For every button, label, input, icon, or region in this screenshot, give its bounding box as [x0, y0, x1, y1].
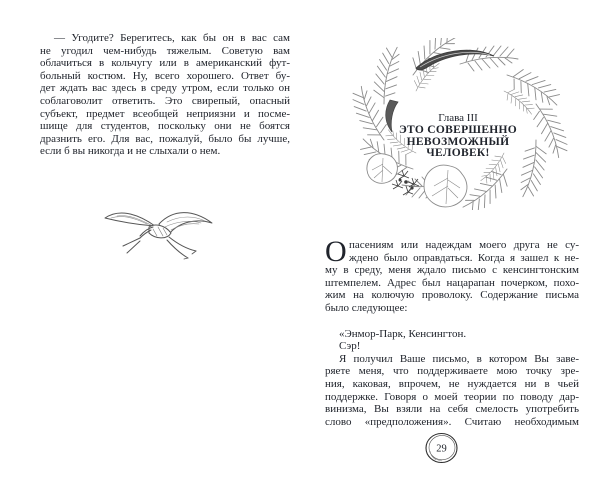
- text-line: субъект, предмет всеобщей неприязни и посме-: [40, 107, 290, 120]
- left-page-paragraph: [40, 32, 290, 158]
- text-line: Я получил Ваше письмо, в котором Вы заве-: [339, 352, 579, 365]
- dropcap-letter: О: [325, 235, 347, 268]
- pterodactyl-icon: [101, 196, 215, 262]
- text-line: ния, каковая, впрочем, не нуждается ни в чьей: [325, 377, 579, 390]
- chapter-number: Глава III: [438, 112, 478, 124]
- text-line: дразнить его. Для вас, пожалуй, было бы лучше,: [40, 132, 290, 145]
- text-line: жим на колючую проволоку. Содержание письма: [325, 289, 579, 302]
- letter-block: [325, 328, 579, 429]
- hand-drawn-circle-icon: [423, 431, 460, 466]
- letter-salutation: Сэр!: [339, 340, 361, 353]
- text-line: пасениям или надеждам моего друга не су-: [349, 239, 579, 251]
- chapter-title-line: ЭТО СОВЕРШЕННО: [398, 124, 518, 136]
- letter-address: «Энмор-Парк, Кенсингтон.: [339, 327, 467, 340]
- text-line: больный костюм. Ну, всего хорошего. Ответ бу-: [40, 69, 290, 82]
- text-line: ряете меня, что поддерживаете мою точку зре-: [325, 365, 579, 378]
- page-number: 29: [436, 443, 447, 455]
- text-line: — Угодите? Берегитесь, как бы он в вас сам: [54, 32, 290, 44]
- text-line: му в среду, меня ждало письмо с кенсингтонским: [325, 264, 579, 277]
- dropcap-paragraph: [325, 235, 579, 268]
- text-line: шище для студентов, поскольку они не боятся: [40, 120, 290, 133]
- text-line: штемпелем. Адрес был нацарапан почерком, похо-: [325, 276, 579, 289]
- chapter-heading: [378, 112, 538, 160]
- chapter-title-line: НЕВОЗМОЖНЫЙ: [406, 135, 510, 148]
- text-line: облачиться в кольчугу или в американский фут-: [40, 57, 290, 70]
- text-line: если б вы никогда и не слыхали о нем.: [40, 145, 221, 158]
- text-line: поддержке. Говоря о моей теории по поводу дар-: [325, 390, 579, 403]
- text-line: слово «предположения». Считаю необходимым: [325, 415, 579, 428]
- text-line: дет ждать вас здесь в среду утром, если только он: [40, 82, 290, 95]
- text-line: ждено было оправдаться. Когда я зашел к не-: [349, 251, 579, 264]
- page-number-ornament: [423, 431, 460, 466]
- pterodactyl-illustration: [101, 196, 215, 262]
- right-page-text: [325, 235, 579, 428]
- chapter-title-line: ЧЕЛОВЕК!: [426, 147, 490, 160]
- text-line: было следующее:: [325, 301, 408, 314]
- text-line: не угодил чем-нибудь тяжелым. Советую вам: [40, 44, 290, 57]
- text-line: винизма, Вы взяли на себя смелость употребить: [325, 403, 579, 416]
- text-line: соблаговолит ответить. Это свирепый, опасный: [40, 94, 290, 107]
